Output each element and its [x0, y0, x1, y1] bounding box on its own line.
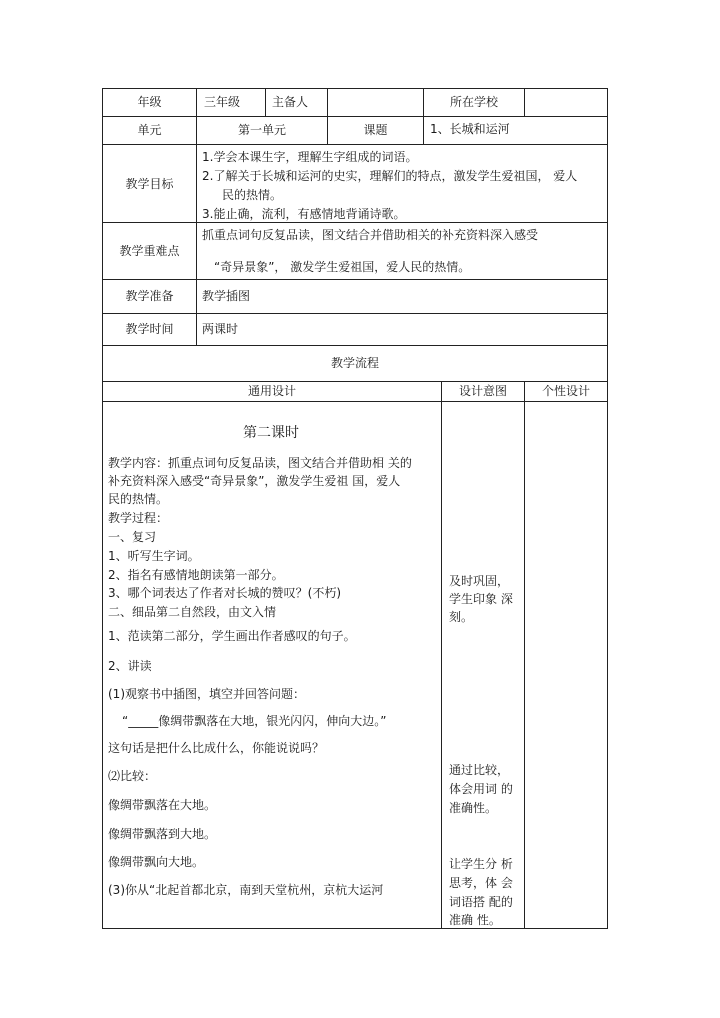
table-border	[524, 88, 525, 116]
col-personal-header: 个性设计	[541, 384, 590, 398]
goal-line: 3.能止确，流利，有感情地背诵诗歌。	[202, 207, 406, 221]
step-line: 像绸带飘落在大地。	[108, 798, 217, 812]
intent-line: 让学生分 析	[449, 857, 513, 871]
step-line: ⑵比较：	[108, 769, 157, 783]
step-line: “_____像绸带飘落在大地，银光闪闪，伸向大边。”	[122, 714, 387, 728]
table-border	[441, 381, 442, 929]
intent-line: 通过比较，	[449, 763, 510, 777]
intent-line: 准确 性。	[449, 913, 501, 927]
topic-label: 课题	[363, 123, 388, 137]
col-intent-header: 设计意图	[458, 384, 507, 398]
intent-line: 思考，体 会	[449, 876, 513, 890]
step-line: 1、范读第二部分，学生画出作者感叹的句子。	[108, 629, 356, 643]
table-border	[102, 381, 608, 382]
lesson-title: 第二课时	[243, 425, 299, 441]
content-line: 教学内容：抓重点词句反复品读，图文结合并借助相 关的	[108, 456, 412, 470]
step-line: (1)观察书中插图，填空并回答问题：	[108, 687, 305, 701]
goal-line: 民的热情。	[222, 188, 283, 202]
table-border	[102, 116, 608, 117]
goals-label: 教学目标	[125, 177, 174, 191]
step-line: 2、讲读	[108, 659, 152, 673]
time-value: 两课时	[202, 322, 239, 336]
intent-line: 刻。	[449, 610, 474, 624]
table-border	[265, 88, 266, 116]
table-border	[102, 88, 103, 929]
intent-line: 准确性。	[449, 801, 498, 815]
intent-line: 及时巩固，	[449, 574, 510, 588]
step-line: 这句话是把什么比成什么，你能说说吗？	[108, 741, 325, 755]
table-border	[102, 222, 608, 223]
intent-line: 词语搭 配的	[449, 895, 513, 909]
flow-title: 教学流程	[330, 356, 379, 370]
step-line: (3)你从“北起首都北京，南到天堂杭州，京杭大运河	[108, 883, 384, 897]
topic-value: 1、长城和运河	[430, 122, 510, 136]
table-border	[102, 313, 608, 314]
table-border	[524, 381, 525, 929]
key-points-line: 抓重点词句反复品读，图文结合并借助相关的补充资料深入感受	[202, 228, 539, 242]
step-line: 像绸带飘落到大地。	[108, 827, 217, 841]
key-points-line: “奇异景象”， 激发学生爱祖国，爱人民的热情。	[214, 260, 471, 274]
step-line: 3、哪个词表达了作者对长城的赞叹？(不朽)	[108, 586, 341, 600]
process-label: 教学过程：	[108, 511, 169, 525]
table-border	[102, 345, 608, 346]
content-line: 补充资料深入感受“奇异景象”，激发学生爱祖 国，爱人	[108, 474, 401, 488]
step-line: 一、复习	[108, 530, 157, 544]
grade-label: 年级	[137, 95, 162, 109]
table-border	[102, 144, 608, 145]
table-border	[607, 88, 608, 929]
step-line: 1、听写生字词。	[108, 549, 200, 563]
table-border	[102, 928, 608, 929]
key-points-label: 教学重难点	[119, 244, 180, 258]
table-border	[102, 279, 608, 280]
table-border	[102, 88, 608, 89]
goal-line: 1.学会本课生字，理解生字组成的词语。	[202, 150, 418, 164]
preparer-label: 主备人	[272, 95, 309, 109]
step-line: 2、指名有感情地朗读第一部分。	[108, 568, 284, 582]
time-label: 教学时间	[125, 322, 174, 336]
preparation-value: 教学插图	[202, 289, 251, 303]
school-label: 所在学校	[449, 95, 498, 109]
step-line: 二、细品第二自然段，由文入情	[108, 605, 277, 619]
preparation-label: 教学准备	[125, 289, 174, 303]
content-line: 民的热情。	[108, 492, 169, 506]
step-line: 像绸带飘向大地。	[108, 855, 205, 869]
intent-line: 学生印象 深	[449, 592, 513, 606]
unit-label: 单元	[137, 123, 162, 137]
goal-line: 2.了解关于长城和运河的史实，理解们的特点，激发学生爱祖国， 爱人	[202, 169, 578, 183]
table-border	[102, 401, 608, 402]
unit-value: 第一单元	[237, 123, 286, 137]
col-general-header: 通用设计	[247, 384, 296, 398]
intent-line: 体会用词 的	[449, 782, 513, 796]
grade-value: 三年级	[204, 95, 241, 109]
